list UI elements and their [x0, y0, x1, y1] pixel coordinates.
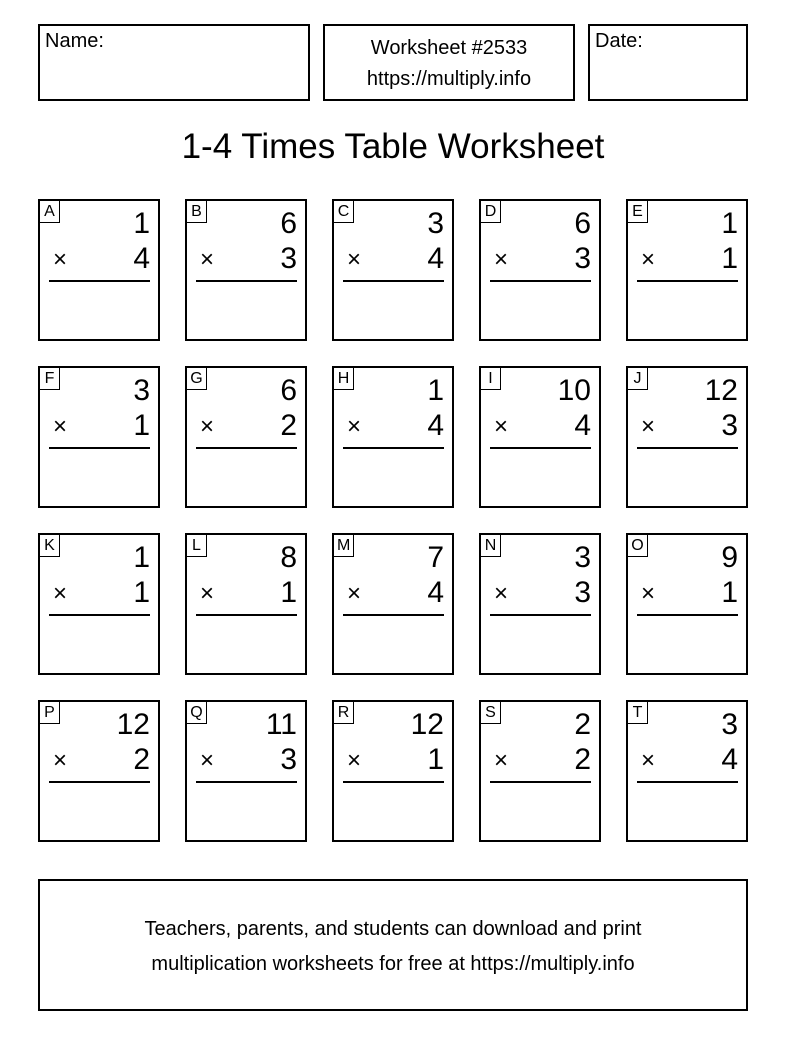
times-sign: ×: [53, 246, 68, 273]
problem-card[interactable]: [332, 700, 454, 842]
multiplier: 3: [574, 242, 591, 275]
date-label: Date:: [595, 30, 643, 52]
problem-letter: F: [40, 368, 60, 390]
problem-letter: H: [334, 368, 354, 390]
problem-letter: N: [481, 535, 501, 557]
multiplier: 4: [133, 242, 150, 275]
multiplier: 4: [427, 409, 444, 442]
problem-card[interactable]: [38, 533, 160, 675]
problem-letter: R: [334, 702, 354, 724]
times-sign: ×: [53, 413, 68, 440]
problem-letter: K: [40, 535, 60, 557]
page-title: 1-4 Times Table Worksheet: [181, 127, 605, 166]
answer-line: [490, 781, 591, 783]
problem-card[interactable]: [479, 700, 601, 842]
answer-line: [343, 280, 444, 282]
answer-line: [49, 280, 150, 282]
worksheet-info-box: [323, 24, 575, 101]
answer-line: [196, 280, 297, 282]
problem-letter: B: [187, 201, 207, 223]
problem-card[interactable]: [38, 199, 160, 341]
times-sign: ×: [200, 580, 215, 607]
problem-letter: D: [481, 201, 501, 223]
problem-card[interactable]: [185, 366, 307, 508]
times-sign: ×: [641, 747, 656, 774]
multiplicand: 10: [557, 374, 591, 407]
multiplier: 1: [721, 576, 738, 609]
problem-card[interactable]: [185, 533, 307, 675]
multiplicand: 1: [721, 207, 738, 240]
multiplier: 1: [280, 576, 297, 609]
footer-text-line-1: Teachers, parents, and students can download and print: [144, 918, 642, 940]
multiplicand: 3: [721, 708, 738, 741]
multiplier: 1: [133, 576, 150, 609]
answer-line: [49, 447, 150, 449]
multiplier: 2: [133, 743, 150, 776]
times-sign: ×: [347, 747, 362, 774]
multiplicand: 7: [427, 541, 444, 574]
problem-card[interactable]: [332, 199, 454, 341]
times-sign: ×: [641, 580, 656, 607]
answer-line: [196, 447, 297, 449]
multiplicand: 1: [427, 374, 444, 407]
problem-card[interactable]: [626, 700, 748, 842]
footer-text-line-2: multiplication worksheets for free at https://multiply.info: [151, 953, 635, 975]
problem-letter: G: [187, 368, 207, 390]
problem-letter: P: [40, 702, 60, 724]
multiplicand: 6: [280, 374, 297, 407]
times-sign: ×: [494, 747, 509, 774]
answer-line: [196, 614, 297, 616]
problem-card[interactable]: [185, 199, 307, 341]
times-sign: ×: [494, 413, 509, 440]
answer-line: [637, 781, 738, 783]
multiplier: 4: [721, 743, 738, 776]
name-label: Name:: [45, 30, 104, 52]
times-sign: ×: [494, 580, 509, 607]
multiplier: 1: [427, 743, 444, 776]
multiplier: 2: [574, 743, 591, 776]
problem-letter: A: [40, 201, 60, 223]
problem-card[interactable]: [38, 366, 160, 508]
answer-line: [49, 781, 150, 783]
problem-letter: O: [628, 535, 648, 557]
multiplier: 4: [574, 409, 591, 442]
multiplicand: 12: [410, 708, 444, 741]
times-sign: ×: [200, 747, 215, 774]
worksheet-number: Worksheet #2533: [370, 37, 528, 59]
multiplier: 4: [427, 242, 444, 275]
problem-card[interactable]: [332, 533, 454, 675]
answer-line: [637, 447, 738, 449]
multiplier: 3: [280, 242, 297, 275]
problem-card[interactable]: [38, 700, 160, 842]
times-sign: ×: [641, 413, 656, 440]
answer-line: [343, 614, 444, 616]
answer-line: [490, 447, 591, 449]
problem-card[interactable]: [479, 533, 601, 675]
date-field-box[interactable]: [588, 24, 748, 101]
problem-letter: I: [481, 368, 501, 390]
problem-card[interactable]: [332, 366, 454, 508]
times-sign: ×: [53, 747, 68, 774]
multiplier: 3: [280, 743, 297, 776]
times-sign: ×: [494, 246, 509, 273]
multiplier: 3: [721, 409, 738, 442]
problem-card[interactable]: [479, 199, 601, 341]
problem-letter: S: [481, 702, 501, 724]
multiplicand: 12: [704, 374, 738, 407]
multiplicand: 1: [133, 207, 150, 240]
answer-line: [490, 614, 591, 616]
multiplicand: 6: [574, 207, 591, 240]
problem-card[interactable]: [479, 366, 601, 508]
times-sign: ×: [53, 580, 68, 607]
worksheet-url[interactable]: https://multiply.info: [366, 68, 532, 90]
multiplicand: 8: [280, 541, 297, 574]
problem-card[interactable]: [626, 199, 748, 341]
answer-line: [49, 614, 150, 616]
times-sign: ×: [347, 413, 362, 440]
name-field-box[interactable]: [38, 24, 310, 101]
problem-letter: C: [334, 201, 354, 223]
answer-line: [343, 447, 444, 449]
times-sign: ×: [347, 246, 362, 273]
problem-card[interactable]: [626, 533, 748, 675]
multiplicand: 2: [574, 708, 591, 741]
multiplicand: 1: [133, 541, 150, 574]
problem-letter: E: [628, 201, 648, 223]
times-sign: ×: [347, 580, 362, 607]
problem-letter: J: [628, 368, 648, 390]
problem-letter: Q: [187, 702, 207, 724]
answer-line: [196, 781, 297, 783]
multiplier: 1: [721, 242, 738, 275]
multiplicand: 3: [133, 374, 150, 407]
problem-card[interactable]: [185, 700, 307, 842]
problem-letter: T: [628, 702, 648, 724]
multiplicand: 12: [116, 708, 150, 741]
times-sign: ×: [200, 413, 215, 440]
multiplier: 1: [133, 409, 150, 442]
problem-card[interactable]: [626, 366, 748, 508]
times-sign: ×: [200, 246, 215, 273]
multiplier: 3: [574, 576, 591, 609]
problem-letter: L: [187, 535, 207, 557]
multiplier: 2: [280, 409, 297, 442]
answer-line: [637, 280, 738, 282]
multiplicand: 3: [427, 207, 444, 240]
multiplicand: 3: [574, 541, 591, 574]
answer-line: [343, 781, 444, 783]
footer-box: [38, 879, 748, 1011]
answer-line: [637, 614, 738, 616]
multiplier: 4: [427, 576, 444, 609]
multiplicand: 11: [265, 708, 297, 741]
answer-line: [490, 280, 591, 282]
problem-letter: M: [334, 535, 354, 557]
multiplicand: 9: [721, 541, 738, 574]
times-sign: ×: [641, 246, 656, 273]
multiplicand: 6: [280, 207, 297, 240]
